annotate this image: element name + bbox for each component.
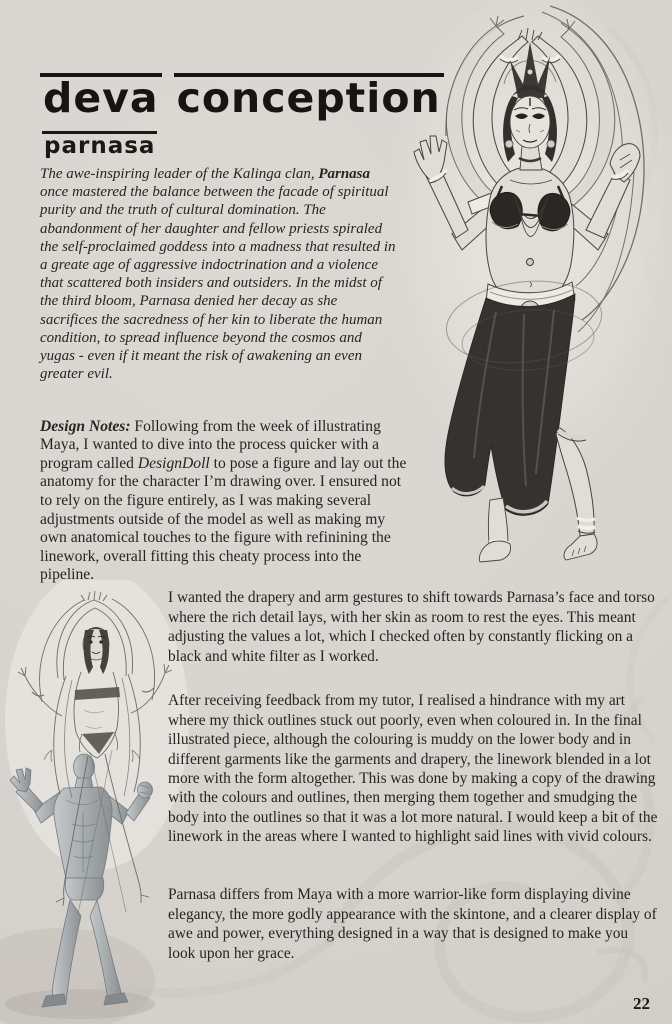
intro-character-name: Parnasa	[318, 166, 371, 182]
paragraph-drapery: I wanted the drapery and arm gestures to shift towards Parnasa’s face and torso where the rich detail lays, with her skin as room to rest the eyes. This meant adjusting the values a lot, which I checked often by constantly flicking on a black and white filter as I worked.	[168, 589, 655, 665]
page-title	[40, 73, 456, 123]
design-notes-text-1: Following from the week of illustrating Maya, I wanted to dive into the process quicker with a program called	[40, 417, 381, 472]
subtitle-word: parnasa	[44, 133, 156, 160]
design-notes-label: Design Notes:	[40, 417, 131, 435]
intro-rest: once mastered the balance between the facade of spiritual purity and the truth of cultural domination. The abandonment of her daughter and fellow priests spiraled the self-proclaimed goddess into a madness that resulted in a greate age of aggressive indoctrination and a violence that scattered both insiders and outsiders. In the midst of the third bloom, Parnasa denied her decay as she sacrifices the sacredness of her kin to liberate the human condition, to spread influence beyond the cosmos and yugas - even if it meant the risk of awakening an even greater evil.	[40, 184, 396, 383]
character-name-heading	[42, 131, 157, 158]
page-number: 22	[633, 994, 650, 1013]
intro-lead: The awe-inspiring leader of the Kalinga clan,	[40, 166, 319, 182]
paragraph-feedback: After receiving feedback from my tutor, I realised a hindrance with my art where my thick outlines stuck out poorly, even when coloured in. In the final illustrated piece, although the colouring is muddy on the lower body and in different garments like the garments and drapery, the linework blended in a lot more with the form altogether. This was done by making a copy of the drawing with the colours and outlines, then merging them together and smudging the body into the outlines so that it was a lot more natural. I would keep a bit of the linework in the areas where I wanted to highlight said lines with vivid colours.	[168, 692, 658, 846]
title-word-deva: deva	[40, 73, 162, 119]
title-word-conception: conception	[174, 73, 444, 119]
design-notes-text-2: to pose a figure and lay out the anatomy for the character I’m drawing over. I ensured not to rely on the figure entirely, as I was making several adjustments outside of the model as well as making my own anatomical touches to the figure with refinining the linework, overall fitting this cheaty process into the pipeline.	[40, 454, 407, 584]
paragraph-comparison: Parnasa differs from Maya with a more warrior-like form displaying divine elegancy, the more godly appearance with the skintone, and a clearer display of awe and power, everything designed in a way that is designed to make you look upon her grace.	[168, 886, 657, 962]
design-notes-paragraph	[40, 418, 412, 585]
character-lore-paragraph	[40, 165, 398, 383]
design-notes-program-name: DesignDoll	[137, 454, 210, 472]
